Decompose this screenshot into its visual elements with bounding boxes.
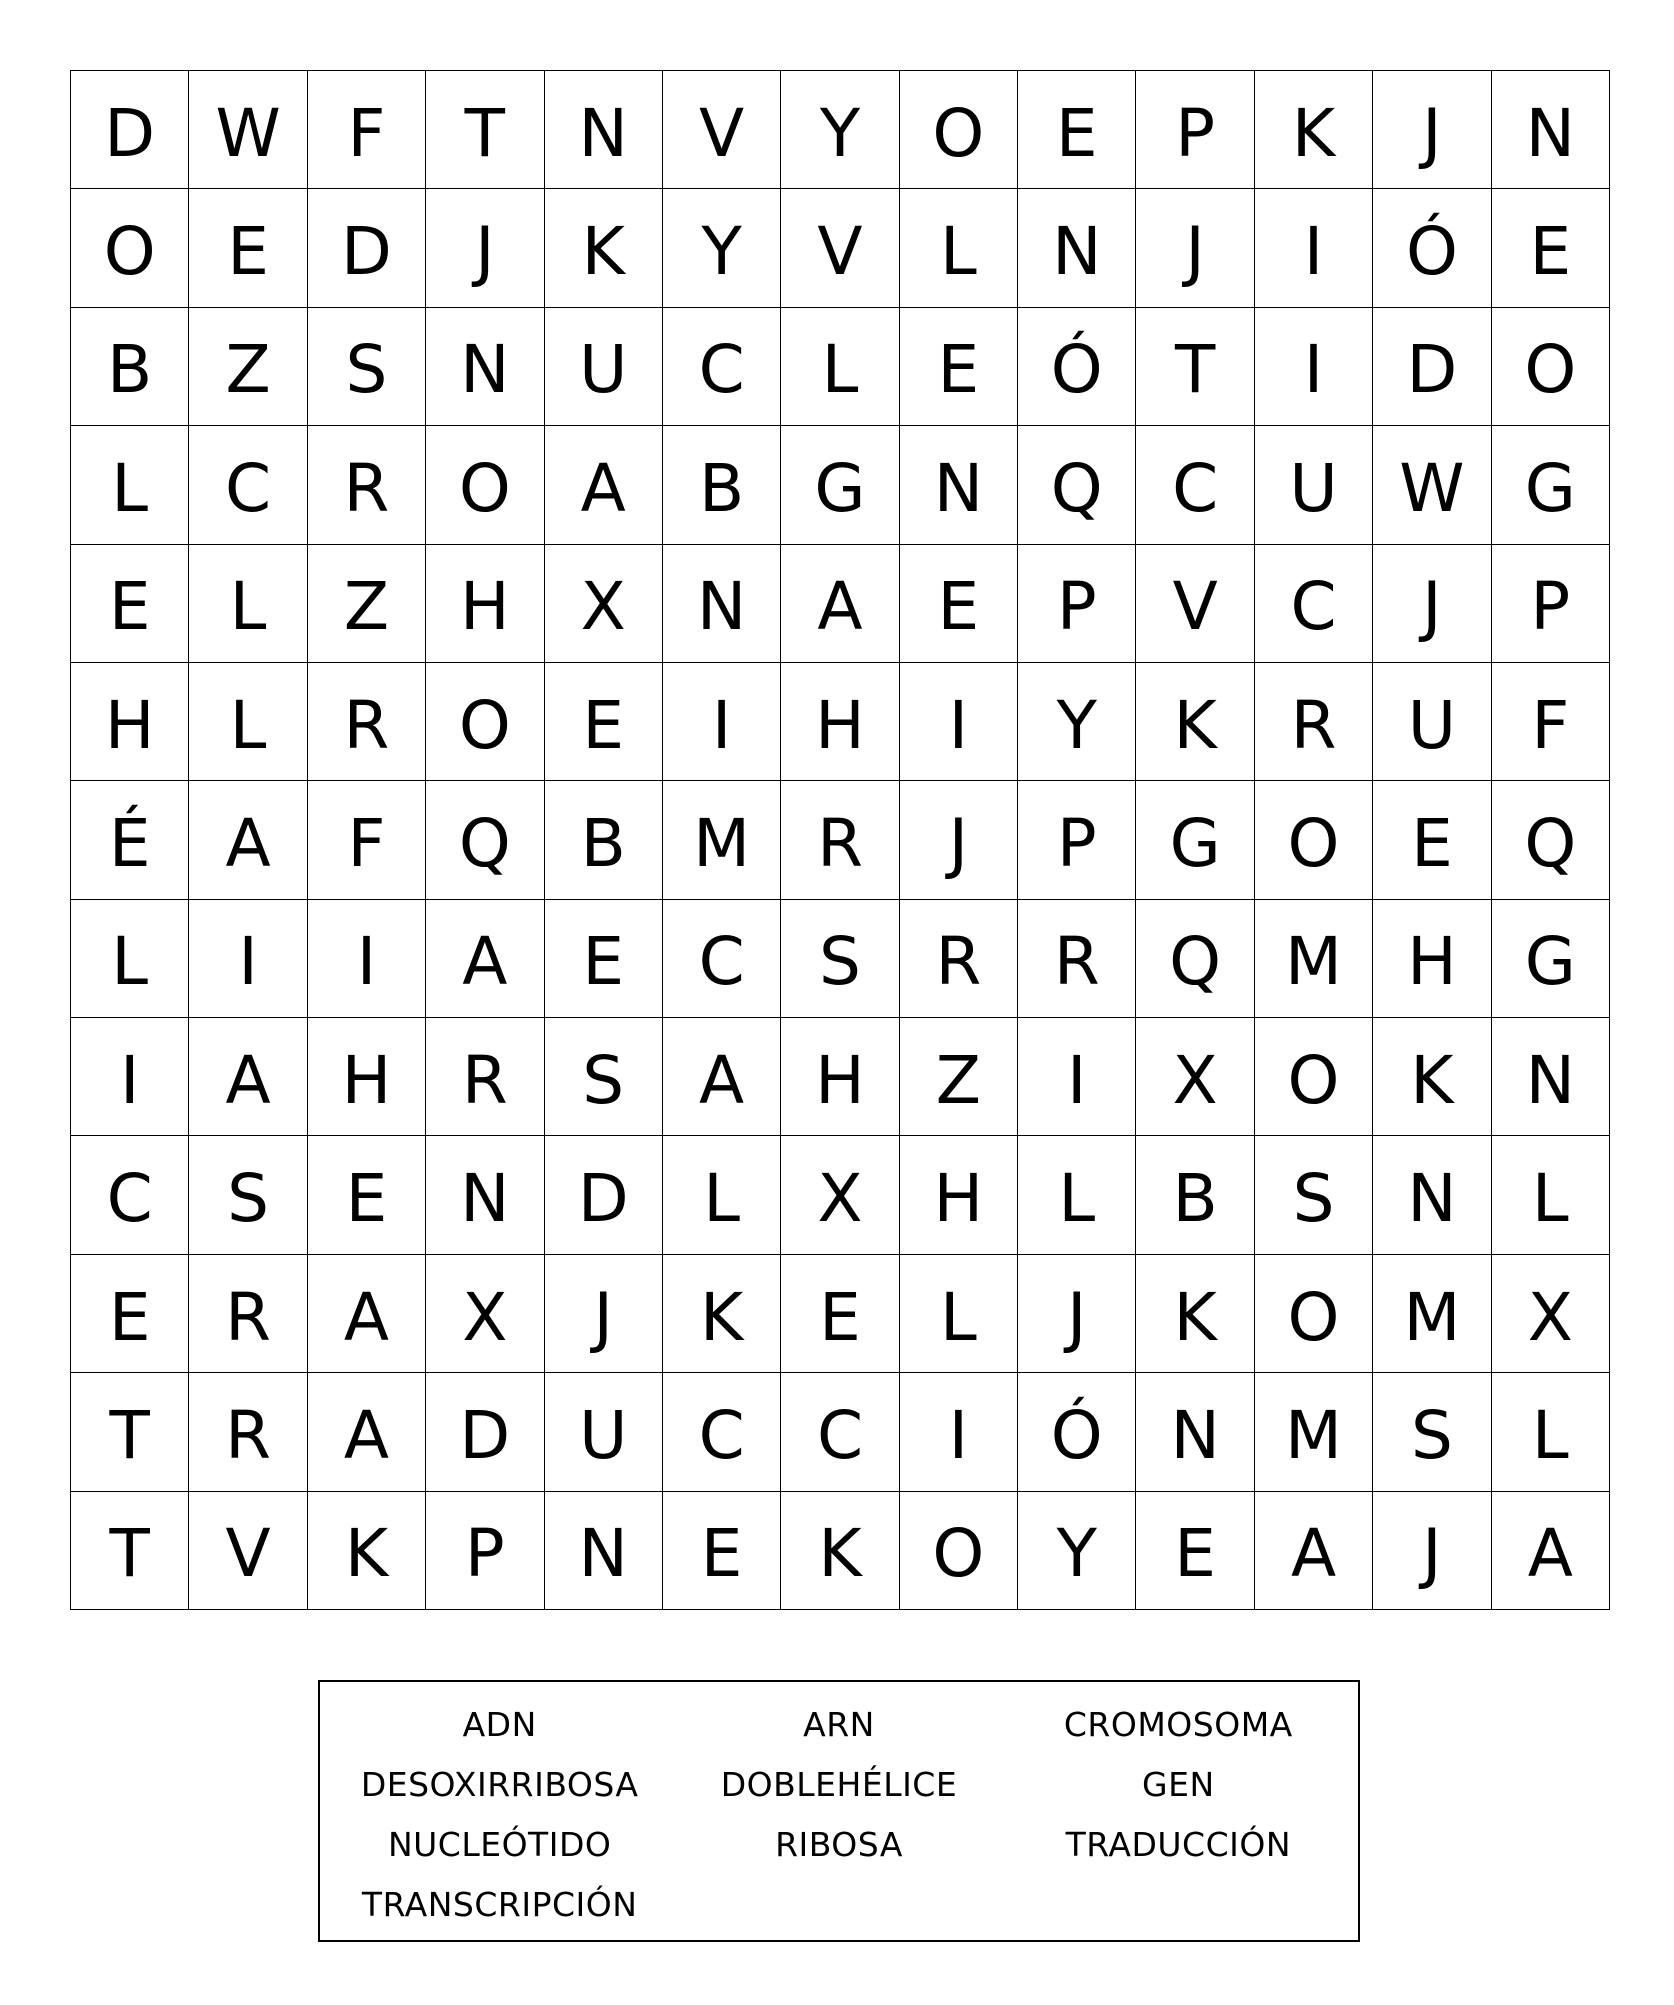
grid-cell[interactable]: P [1018,781,1136,899]
grid-cell[interactable]: R [426,1018,544,1136]
grid-cell[interactable]: O [900,1492,1018,1610]
grid-cell[interactable]: I [308,900,426,1018]
grid-cell[interactable]: V [781,189,899,307]
grid-cell[interactable]: J [900,781,1018,899]
grid-cell[interactable]: H [426,545,544,663]
grid-cell[interactable]: T [1136,308,1254,426]
grid-cell[interactable]: C [1136,426,1254,544]
grid-cell[interactable]: H [1373,900,1491,1018]
grid-cell[interactable]: U [545,308,663,426]
grid-cell[interactable]: V [189,1492,307,1610]
grid-cell[interactable]: O [1255,1255,1373,1373]
grid-cell[interactable]: X [426,1255,544,1373]
grid-cell[interactable]: A [189,781,307,899]
grid-cell[interactable]: A [426,900,544,1018]
grid-cell[interactable]: R [1018,900,1136,1018]
grid-cell[interactable]: R [308,426,426,544]
grid-cell[interactable]: R [189,1255,307,1373]
word-list [318,1680,1360,1942]
grid-cell[interactable]: N [1136,1373,1254,1491]
grid-cell[interactable]: V [1136,545,1254,663]
grid-cell[interactable]: S [308,308,426,426]
grid-cell[interactable]: G [781,426,899,544]
grid-cell[interactable]: D [545,1136,663,1254]
grid-cell[interactable]: S [1255,1136,1373,1254]
grid-cell[interactable]: L [189,663,307,781]
grid-cell[interactable]: D [308,189,426,307]
grid-cell[interactable]: U [545,1373,663,1491]
grid-cell[interactable]: N [900,426,1018,544]
grid-cell[interactable]: X [545,545,663,663]
grid-cell[interactable]: D [71,71,189,189]
grid-cell[interactable]: L [71,426,189,544]
grid-cell[interactable]: R [1255,663,1373,781]
grid-cell[interactable]: G [1492,426,1610,544]
grid-cell[interactable]: L [1018,1136,1136,1254]
grid-cell[interactable]: E [71,545,189,663]
grid-cell[interactable]: P [1492,545,1610,663]
grid-cell[interactable]: W [189,71,307,189]
grid-cell[interactable]: A [189,1018,307,1136]
grid-cell[interactable]: J [1373,71,1491,189]
grid-cell[interactable]: F [1492,663,1610,781]
grid-cell[interactable]: M [1255,900,1373,1018]
grid-cell[interactable]: R [308,663,426,781]
grid-cell[interactable]: N [1492,1018,1610,1136]
grid-cell[interactable]: N [545,71,663,189]
grid-cell[interactable]: O [1492,308,1610,426]
grid-cell[interactable]: N [545,1492,663,1610]
grid-cell[interactable]: G [1136,781,1254,899]
grid-cell[interactable]: C [1255,545,1373,663]
grid-cell[interactable]: A [1492,1492,1610,1610]
grid-cell[interactable]: Y [781,71,899,189]
grid-cell[interactable]: O [1255,1018,1373,1136]
grid-cell[interactable]: Ó [1018,308,1136,426]
grid-cell[interactable]: Z [308,545,426,663]
grid-cell[interactable]: P [1018,545,1136,663]
grid-cell[interactable]: C [71,1136,189,1254]
grid-cell[interactable]: Q [1492,781,1610,899]
grid-cell[interactable]: X [1136,1018,1254,1136]
grid-cell[interactable]: E [1136,1492,1254,1610]
grid-cell[interactable]: K [1136,1255,1254,1373]
grid-cell[interactable]: K [663,1255,781,1373]
grid-cell[interactable]: M [663,781,781,899]
word-list-item: CROMOSOMA [1063,1704,1293,1744]
grid-cell[interactable]: A [1255,1492,1373,1610]
word-list-item: DESOXIRRIBOSA [360,1764,639,1804]
word-list-item: NUCLEÓTIDO [387,1824,612,1864]
grid-cell[interactable]: E [781,1255,899,1373]
grid-cell[interactable]: Ó [1373,189,1491,307]
grid-cell[interactable]: J [426,189,544,307]
word-list-item: ARN [803,1704,875,1744]
grid-cell[interactable]: Q [1018,426,1136,544]
grid-cell[interactable]: N [1373,1136,1491,1254]
grid-cell[interactable]: N [426,1136,544,1254]
grid-cell[interactable]: A [663,1018,781,1136]
grid-cell[interactable]: E [663,1492,781,1610]
grid-cell[interactable]: J [1373,545,1491,663]
grid-cell[interactable]: E [71,1255,189,1373]
grid-cell[interactable]: O [900,71,1018,189]
grid-cell[interactable]: R [900,900,1018,1018]
grid-cell[interactable]: D [426,1373,544,1491]
grid-cell[interactable]: M [1255,1373,1373,1491]
grid-cell[interactable]: Q [1136,900,1254,1018]
grid-cell[interactable]: J [545,1255,663,1373]
grid-cell[interactable]: K [308,1492,426,1610]
word-list-item: TRADUCCIÓN [1065,1824,1292,1864]
grid-cell[interactable]: L [1492,1373,1610,1491]
grid-cell[interactable]: W [1373,426,1491,544]
grid-cell[interactable]: E [900,308,1018,426]
grid-cell[interactable]: B [663,426,781,544]
word-list-item: TRANSCRIPCIÓN [361,1884,638,1924]
word-search-grid [70,70,1610,1610]
grid-cell[interactable]: P [426,1492,544,1610]
grid-cell[interactable]: I [900,1373,1018,1491]
grid-cell[interactable]: K [1136,663,1254,781]
grid-cell[interactable]: L [189,545,307,663]
grid-cell[interactable]: K [1373,1018,1491,1136]
grid-cell[interactable]: H [900,1136,1018,1254]
word-list-item: ADN [462,1704,537,1744]
grid-cell[interactable]: M [1373,1255,1491,1373]
grid-cell[interactable]: E [189,189,307,307]
grid-cell[interactable]: I [1255,308,1373,426]
word-list-item: GEN [1142,1764,1215,1804]
grid-cell[interactable]: L [1492,1136,1610,1254]
grid-cell[interactable]: O [426,663,544,781]
grid-cell[interactable]: O [71,189,189,307]
grid-cell[interactable]: Z [189,308,307,426]
grid-cell[interactable]: H [781,663,899,781]
grid-cell[interactable]: J [1018,1255,1136,1373]
grid-cell[interactable]: L [781,308,899,426]
grid-cell[interactable]: A [781,545,899,663]
grid-cell[interactable]: A [308,1255,426,1373]
grid-cell[interactable]: Ó [1018,1373,1136,1491]
grid-cell[interactable]: B [71,308,189,426]
grid-cell[interactable]: L [663,1136,781,1254]
grid-cell[interactable]: I [900,663,1018,781]
grid-cell[interactable]: O [426,426,544,544]
grid-cell[interactable]: K [1255,71,1373,189]
grid-cell[interactable]: J [1136,189,1254,307]
grid-cell[interactable]: H [781,1018,899,1136]
grid-cell[interactable]: T [71,1492,189,1610]
grid-cell[interactable]: V [663,71,781,189]
grid-cell[interactable]: S [189,1136,307,1254]
grid-cell[interactable]: E [1018,71,1136,189]
grid-cell[interactable]: L [900,189,1018,307]
word-list-item: RIBOSA [775,1824,903,1864]
grid-cell[interactable]: C [781,1373,899,1491]
grid-cell[interactable]: S [1373,1373,1491,1491]
grid-cell[interactable]: H [71,663,189,781]
grid-cell[interactable]: X [1492,1255,1610,1373]
grid-cell[interactable]: T [426,71,544,189]
grid-cell[interactable]: P [1136,71,1254,189]
grid-cell[interactable]: X [781,1136,899,1254]
grid-cell[interactable]: F [308,781,426,899]
grid-cell[interactable]: I [1255,189,1373,307]
grid-cell[interactable]: I [71,1018,189,1136]
grid-cell[interactable]: S [781,900,899,1018]
grid-cell[interactable]: N [663,545,781,663]
grid-cell[interactable]: R [189,1373,307,1491]
grid-cell[interactable]: C [663,1373,781,1491]
grid-cell[interactable]: H [308,1018,426,1136]
grid-cell[interactable]: A [545,426,663,544]
grid-cell[interactable]: E [900,545,1018,663]
grid-cell[interactable]: E [308,1136,426,1254]
grid-cell[interactable]: E [545,900,663,1018]
grid-cell[interactable]: T [71,1373,189,1491]
grid-cell[interactable]: B [1136,1136,1254,1254]
grid-cell[interactable]: C [663,308,781,426]
grid-cell[interactable]: K [781,1492,899,1610]
grid-cell[interactable]: L [71,900,189,1018]
grid-cell[interactable]: Q [426,781,544,899]
grid-cell[interactable]: U [1373,663,1491,781]
grid-cell[interactable]: L [900,1255,1018,1373]
grid-cell[interactable]: R [781,781,899,899]
grid-cell[interactable]: C [189,426,307,544]
grid-cell[interactable]: G [1492,900,1610,1018]
grid-cell[interactable]: D [1373,308,1491,426]
grid-cell[interactable]: E [545,663,663,781]
grid-cell[interactable]: O [1255,781,1373,899]
grid-cell[interactable]: S [545,1018,663,1136]
word-list-item: DOBLEHÉLICE [720,1764,958,1804]
grid-cell[interactable]: J [1373,1492,1491,1610]
grid-cell[interactable]: Y [1018,663,1136,781]
grid-cell[interactable]: N [1018,189,1136,307]
grid-cell[interactable]: N [1492,71,1610,189]
grid-cell[interactable]: I [189,900,307,1018]
grid-cell[interactable]: B [545,781,663,899]
grid-cell[interactable]: K [545,189,663,307]
grid-cell[interactable]: F [308,71,426,189]
grid-cell[interactable]: É [71,781,189,899]
grid-cell[interactable]: C [663,900,781,1018]
grid-cell[interactable]: I [663,663,781,781]
grid-cell[interactable]: E [1373,781,1491,899]
grid-cell[interactable]: U [1255,426,1373,544]
grid-cell[interactable]: N [426,308,544,426]
grid-cell[interactable]: A [308,1373,426,1491]
grid-cell[interactable]: E [1492,189,1610,307]
grid-cell[interactable]: Z [900,1018,1018,1136]
grid-cell[interactable]: Y [663,189,781,307]
grid-cell[interactable]: Y [1018,1492,1136,1610]
grid-cell[interactable]: I [1018,1018,1136,1136]
